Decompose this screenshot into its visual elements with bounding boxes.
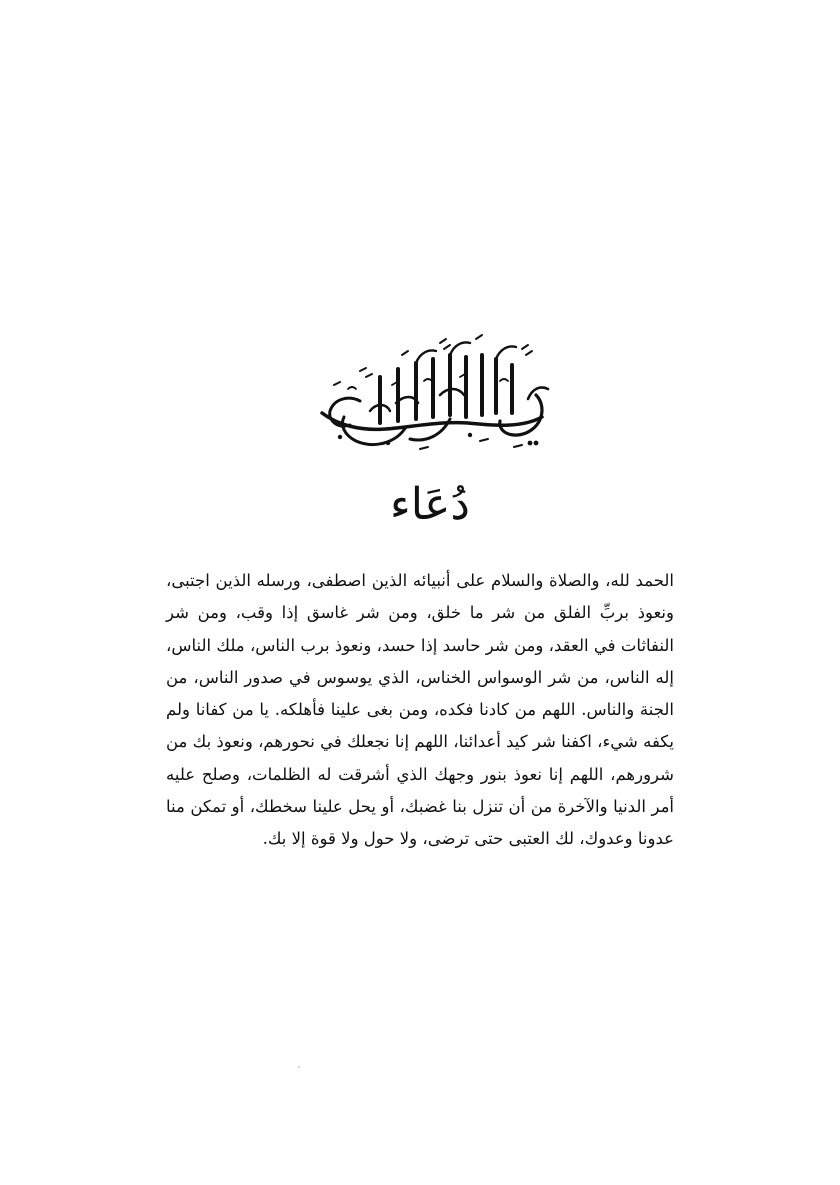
prayer-text: الحمد لله، والصلاة والسلام على أنبيائه الذين اصطفى، ورسله الذين اجتبى، ونعوذ بربِّ الفلق من شر ما خلق، ومن شر غاسق إذا وقب، ومن شر النفاثات في العقد، ومن شر حاسد إذا حسد، ونعوذ برب الناس، ملك الناس، إله الناس، من شر الوسواس الخناس، الذي يوسوس في صدور الناس، من الجنة والناس. اللهم من كادنا فكده، ومن بغى علينا فأهلكه. يا من كفانا ولم يكفه شيء، اكفنا شر كيد أعدائنا، اللهم إنا نجعلك في نحورهم، ونعوذ بك من شرورهم، اللهم إنا نعوذ بنور وجهك الذي أشرقت له الظلمات، وصلح عليه أمر الدنيا والآخرة من أن تنزل بنا غضبك، أو يحل علينا سخطك، أو تمكن منا عدونا وعدوك، لك العتبى حتى ترضى، ولا حول ولا قوة إلا بك. bbox=[166, 571, 674, 849]
page-title: دُعَاء bbox=[390, 479, 470, 530]
scan-speck bbox=[298, 1066, 300, 1068]
basmala-calligraphy bbox=[300, 325, 560, 460]
